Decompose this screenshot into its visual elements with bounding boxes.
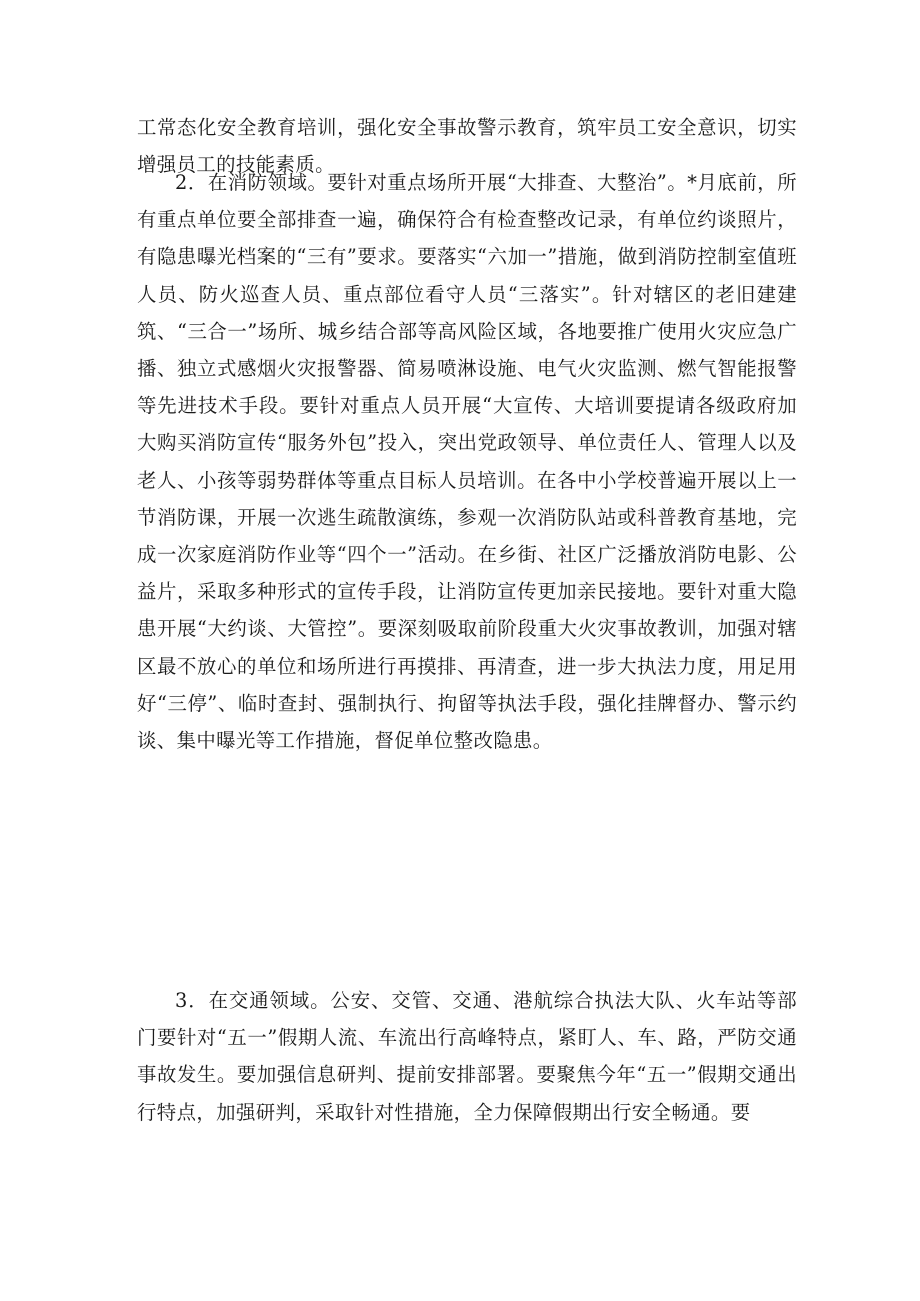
paragraph-continuation: 工常态化安全教育培训，强化安全事故警示教育，筑牢员工安全意识，切实增强员工的技能素质。 — [137, 116, 797, 177]
paragraph-fire-safety: 2．在消防领域。要针对重点场所开展“大排查、大整治”。*月底前，所有重点单位要全部排查一遍，确保符合有检查整改记录，有单位约谈照片，有隐患曝光档案的“三有”要求。要落实“六加一”措施，做到消防控制室值班人员、防火巡查人员、重点部位看守人员“三落实”。针对辖区的老旧建建筑、“三合一”场所、城乡结合部等高风险区域，各地要推广使用火灾应急广播、独立式感烟火灾报警器、简易喷淋设施、电气火灾监测、燃气智能报警等先进技术手段。要针对重点人员开展“大宣传、大培训要提请各级政府加大购买消防宣传“服务外包”投入，突出党政领导、单位责任人、管理人以及老人、小孩等弱势群体等重点目标人员培训。在各中小学校普遍开展以上一节消防课，开展一次逃生疏散演练，参观一次消防队站或科普教育基地，完成一次家庭消防作业等“四个一”活动。在乡街、社区广泛播放消防电影、公益片，采取多种形式的宣传手段，让消防宣传更加亲民接地。要针对重大隐患开展“大约谈、大管控”。要深刻吸取前阶段重大火灾事故教训，加强对辖区最不放心的单位和场所进行再摸排、再清查，进一步大执法力度，用足用好“三停”、临时查封、强制执行、拘留等执法手段，强化挂牌督办、警示约谈、集中曝光等工作措施，督促单位整改隐患。 — [137, 171, 797, 753]
paragraph-traffic-safety: 3．在交通领域。公安、交管、交通、港航综合执法大队、火车站等部门要针对“五一”假期人流、车流出行高峰特点，紧盯人、车、路，严防交通事故发生。要加强信息研判、提前安排部署。要聚焦今年“五一”假期交通出行特点，加强研判，采取针对性措施，全力保障假期出行安全畅通。要 — [137, 989, 797, 1124]
